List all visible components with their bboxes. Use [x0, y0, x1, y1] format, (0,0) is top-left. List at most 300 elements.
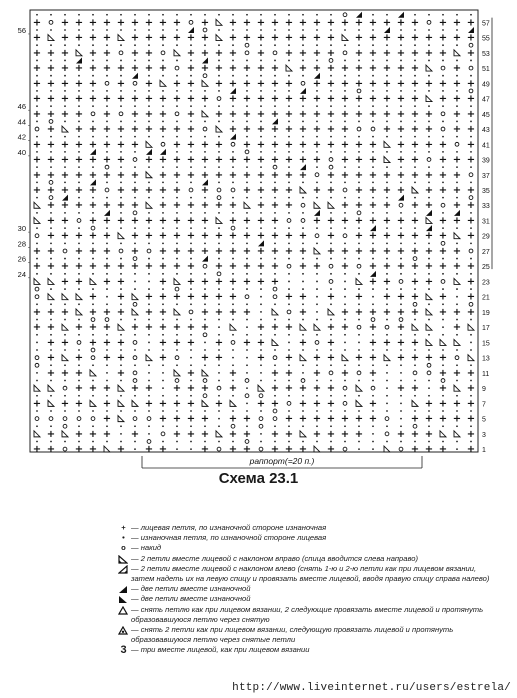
stitch-knit: +	[186, 337, 196, 349]
stitch-decrease	[76, 50, 82, 56]
stitch-purl	[344, 441, 346, 443]
stitch-knit: +	[144, 215, 154, 227]
stitch-purl	[218, 75, 220, 77]
stitch-purl	[134, 121, 136, 123]
stitch-knit: +	[242, 245, 252, 257]
stitch-knit: +	[200, 413, 210, 425]
stitch-purl	[414, 273, 416, 275]
stitch-purl	[288, 29, 290, 31]
stitch-purl	[162, 212, 164, 214]
stitch-purl	[232, 349, 234, 351]
stitch-knit: +	[60, 230, 70, 242]
stitch-purl	[162, 227, 164, 229]
row-number-right: 57	[482, 20, 490, 28]
stitch-knit: +	[270, 322, 280, 334]
stitch-purl	[260, 181, 262, 183]
stitch-yarnover	[105, 318, 109, 322]
stitch-purl	[218, 410, 220, 412]
stitch-purl	[232, 60, 234, 62]
stitch-purl	[204, 441, 206, 443]
stitch-yarnover	[91, 356, 95, 360]
stitch-purl	[260, 258, 262, 260]
stitch-knit: +	[242, 261, 252, 273]
stitch-purl	[428, 105, 430, 107]
stitch-purl	[64, 44, 66, 46]
stitch-purl	[78, 349, 80, 351]
stitch-knit: +	[46, 444, 56, 456]
stitch-purl	[372, 105, 374, 107]
stitch-knit: +	[340, 245, 350, 257]
stitch-purl	[106, 14, 108, 16]
stitch-purl	[316, 395, 318, 397]
stitch-knit: +	[256, 154, 266, 166]
stitch-purl	[106, 181, 108, 183]
stitch-knit: +	[242, 154, 252, 166]
stitch-knit: +	[186, 124, 196, 136]
stitch-purl	[442, 425, 444, 427]
stitch-purl	[190, 242, 192, 244]
stitch-knit: +	[130, 200, 140, 212]
triangle-left-icon	[118, 564, 129, 574]
stitch-purl	[414, 364, 416, 366]
stitch-purl	[78, 151, 80, 153]
stitch-knit: +	[396, 352, 406, 364]
stitch-purl	[344, 334, 346, 336]
stitch-purl	[400, 105, 402, 107]
stitch-purl	[36, 349, 38, 351]
stitch-knit: +	[438, 169, 448, 181]
stitch-knit: +	[60, 47, 70, 59]
stitch-decrease	[146, 172, 152, 178]
stitch-purl	[372, 380, 374, 382]
stitch-knit: +	[284, 383, 294, 395]
stitch-purl	[316, 227, 318, 229]
stitch-purl	[344, 364, 346, 366]
stitch-yarnover	[217, 447, 221, 451]
stitch-knit: +	[452, 367, 462, 379]
row-number-right: 43	[482, 127, 490, 135]
stitch-knit: +	[74, 139, 84, 151]
stitch-purl	[260, 166, 262, 168]
stitch-purl	[50, 334, 52, 336]
stitch-purl	[260, 296, 262, 298]
stitch-purl	[456, 75, 458, 77]
stitch-knit: +	[172, 428, 182, 440]
stitch-knit: +	[354, 17, 364, 29]
stitch-purl	[36, 29, 38, 31]
stitch-purl	[414, 166, 416, 168]
stitch-knit: +	[102, 108, 112, 120]
stitch-knit: +	[340, 78, 350, 90]
stitch-purl	[246, 227, 248, 229]
stitch-purl	[288, 410, 290, 412]
stitch-decrease	[90, 400, 96, 406]
stitch-purl	[330, 14, 332, 16]
stitch-purl	[176, 425, 178, 427]
stitch-purl	[260, 311, 262, 313]
stitch-purl	[190, 288, 192, 290]
stitch-knit: +	[410, 93, 420, 105]
stitch-knit: +	[46, 367, 56, 379]
stitch-purl	[316, 105, 318, 107]
stitch-purl	[218, 44, 220, 46]
stitch-knit: +	[228, 78, 238, 90]
stitch-knit: +	[438, 245, 448, 257]
stitch-decrease	[314, 446, 320, 452]
stitch-knit: +	[284, 139, 294, 151]
stitch-knit: +	[46, 78, 56, 90]
stitch-purl	[288, 121, 290, 123]
stitch-decrease	[62, 355, 68, 361]
stitch-knit: +	[284, 200, 294, 212]
stitch-purl	[288, 151, 290, 153]
stitch-purl	[50, 319, 52, 321]
stitch-knit: +	[270, 261, 280, 273]
stitch-purl	[330, 29, 332, 31]
stitch-knit: +	[116, 352, 126, 364]
stitch-purl	[470, 105, 472, 107]
stitch-purl	[64, 181, 66, 183]
stitch-knit: +	[60, 306, 70, 318]
stitch-knit: +	[74, 245, 84, 257]
stitch-purl	[148, 395, 150, 397]
stitch-knit: +	[60, 169, 70, 181]
plus-icon: +	[121, 523, 126, 532]
stitch-knit: +	[200, 93, 210, 105]
stitch-purl	[428, 319, 430, 321]
stitch-yarnover	[49, 196, 53, 200]
stitch-decrease	[342, 35, 348, 41]
stitch-knit: +	[144, 154, 154, 166]
stitch-purl	[218, 227, 220, 229]
stitch-knit: +	[284, 185, 294, 197]
stitch-yarnover	[385, 325, 389, 329]
stitch-purl	[246, 29, 248, 31]
stitch-purl	[274, 364, 276, 366]
stitch-decrease	[328, 202, 334, 208]
stitch-purl	[274, 380, 276, 382]
stitch-purl	[372, 151, 374, 153]
stitch-purl	[330, 441, 332, 443]
stitch-decrease	[300, 187, 306, 193]
stitch-purl	[400, 441, 402, 443]
stitch-knit: +	[438, 78, 448, 90]
legend-item	[118, 645, 498, 655]
stitch-purl	[176, 258, 178, 260]
stitch-yarnover	[441, 112, 445, 116]
stitch-knit: +	[438, 261, 448, 273]
stitch-purl	[414, 151, 416, 153]
stitch-knit: +	[438, 93, 448, 105]
stitch-knit: +	[298, 47, 308, 59]
stitch-knit: +	[116, 337, 126, 349]
stitch-knit: +	[270, 139, 280, 151]
stitch-decrease	[468, 355, 474, 361]
stitch-purl	[442, 395, 444, 397]
stitch-knit: +	[158, 185, 168, 197]
stitch-knit: +	[382, 245, 392, 257]
stitch-knit: +	[242, 276, 252, 288]
stitch-knit: +	[88, 185, 98, 197]
stitch-purl	[442, 441, 444, 443]
stitch-knit: +	[326, 291, 336, 303]
stitch-purl	[344, 121, 346, 123]
stitch-purl	[176, 334, 178, 336]
stitch-knit: +	[466, 383, 476, 395]
stitch-purl	[386, 242, 388, 244]
stitch-purl	[400, 44, 402, 46]
stitch-knit: +	[74, 108, 84, 120]
stitch-purl	[50, 425, 52, 427]
stitch-knit: +	[60, 398, 70, 410]
stitch-knit: +	[326, 428, 336, 440]
stitch-purl	[36, 380, 38, 382]
stitch-purl	[92, 105, 94, 107]
stitch-purl	[372, 395, 374, 397]
stitch-purl	[456, 334, 458, 336]
stitch-knit: +	[102, 245, 112, 257]
filled-triangle-left-icon	[118, 584, 129, 594]
stitch-decrease	[300, 355, 306, 361]
stitch-purl	[232, 181, 234, 183]
stitch-purl	[260, 349, 262, 351]
stitch-purl	[400, 395, 402, 397]
stitch-yarnover	[413, 424, 417, 428]
stitch-knit: +	[410, 200, 420, 212]
stitch-knit: +	[60, 78, 70, 90]
stitch-purl	[344, 151, 346, 153]
stitch-purl	[302, 349, 304, 351]
stitch-knit: +	[326, 32, 336, 44]
stitch-knit: +	[130, 124, 140, 136]
stitch-purl	[386, 425, 388, 427]
stitch-yarnover	[231, 188, 235, 192]
stitch-decrease	[342, 355, 348, 361]
stitch-purl	[358, 319, 360, 321]
stitch-purl	[162, 29, 164, 31]
stitch-knit: +	[74, 63, 84, 75]
stitch-purl	[232, 334, 234, 336]
stitch-knit: +	[368, 215, 378, 227]
stitch-knit: +	[116, 215, 126, 227]
stitch-knit: +	[116, 367, 126, 379]
stitch-decrease	[426, 339, 432, 345]
stitch-knit: +	[354, 230, 364, 242]
stitch-purl	[120, 380, 122, 382]
stitch-knit: +	[242, 306, 252, 318]
stitch-purl	[400, 372, 402, 374]
stitch-knit: +	[186, 291, 196, 303]
stitch-purl	[134, 90, 136, 92]
stitch-knit: +	[32, 63, 42, 75]
stitch-purl	[344, 105, 346, 107]
stitch-yarnover	[63, 417, 67, 421]
stitch-purl	[428, 151, 430, 153]
stitch-knit: +	[158, 398, 168, 410]
stitch-knit: +	[284, 367, 294, 379]
row-number-right: 29	[482, 233, 490, 241]
stitch-purl	[78, 242, 80, 244]
stitch-purl	[176, 410, 178, 412]
stitch-knit: +	[116, 124, 126, 136]
stitch-knit: +	[312, 261, 322, 273]
stitch-knit: +	[438, 291, 448, 303]
stitch-purl	[428, 29, 430, 31]
stitch-purl	[162, 258, 164, 260]
stitch-yarnover	[245, 295, 249, 299]
stitch-knit: +	[382, 78, 392, 90]
stitch-yarnover	[231, 226, 235, 230]
stitch-yarnover	[91, 318, 95, 322]
stitch-purl	[92, 441, 94, 443]
stitch-decrease	[104, 446, 110, 452]
stitch-purl	[442, 29, 444, 31]
stitch-yarnover	[427, 371, 431, 375]
stitch-knit: +	[452, 200, 462, 212]
stitch-yarnover	[273, 295, 277, 299]
stitch-decrease	[34, 278, 40, 284]
stitch-purl	[414, 14, 416, 16]
stitch-knit: +	[466, 108, 476, 120]
stitch-knit: +	[46, 47, 56, 59]
stitch-purl	[232, 273, 234, 275]
legend-item	[118, 533, 498, 543]
stitch-purl	[190, 212, 192, 214]
stitch-purl	[190, 441, 192, 443]
stitch-knit: +	[228, 428, 238, 440]
stitch-purl	[232, 258, 234, 260]
stitch-knit: +	[368, 245, 378, 257]
stitch-knit: +	[172, 245, 182, 257]
row-number-right: 37	[482, 172, 490, 180]
stitch-knit: +	[88, 337, 98, 349]
stitch-decrease	[76, 294, 82, 300]
stitch-knit: +	[396, 245, 406, 257]
stitch-purl	[442, 75, 444, 77]
stitch-decrease	[468, 324, 474, 330]
legend-text: — лицевая петля, по изнаночной стороне изнаночная	[131, 523, 327, 532]
stitch-purl	[456, 151, 458, 153]
stitch-knit: +	[340, 17, 350, 29]
stitch-purl	[232, 357, 234, 359]
stitch-knit: +	[60, 261, 70, 273]
stitch-purl	[442, 14, 444, 16]
stitch-purl	[316, 273, 318, 275]
stitch-knit: +	[172, 78, 182, 90]
stitch-knit: +	[256, 215, 266, 227]
stitch-purl	[358, 44, 360, 46]
stitch-purl	[330, 242, 332, 244]
stitch-purl	[316, 90, 318, 92]
stitch-purl	[428, 44, 430, 46]
stitch-knit: +	[466, 367, 476, 379]
stitch-yarnover	[203, 379, 207, 383]
stitch-knit: +	[382, 108, 392, 120]
stitch-knit: +	[438, 185, 448, 197]
stitch-yarnover	[203, 264, 207, 268]
stitch-yarnover	[259, 447, 263, 451]
stitch-purl	[330, 273, 332, 275]
stitch-purl	[428, 75, 430, 77]
stitch-purl	[134, 395, 136, 397]
stitch-purl	[316, 364, 318, 366]
stitch-decrease	[426, 294, 432, 300]
stitch-knit: +	[186, 108, 196, 120]
stitch-purl	[190, 151, 192, 153]
stitch-purl	[148, 44, 150, 46]
stitch-knit: +	[46, 124, 56, 136]
stitch-knit: +	[74, 230, 84, 242]
stitch-knit: +	[354, 32, 364, 44]
stitch-knit: +	[382, 215, 392, 227]
stitch-knit: +	[452, 261, 462, 273]
stitch-knit: +	[298, 261, 308, 273]
stitch-purl	[162, 136, 164, 138]
stitch-purl	[106, 273, 108, 275]
stitch-purl	[148, 14, 150, 16]
stitch-purl	[470, 410, 472, 412]
stitch-knit: +	[88, 215, 98, 227]
stitch-purl	[316, 303, 318, 305]
stitch-purl	[78, 227, 80, 229]
stitch-purl	[78, 105, 80, 107]
stitch-purl	[232, 242, 234, 244]
stitch-purl	[204, 197, 206, 199]
stitch-purl	[162, 181, 164, 183]
stitch-purl	[176, 151, 178, 153]
stitch-purl	[386, 105, 388, 107]
stitch-purl	[218, 258, 220, 260]
stitch-knit: +	[102, 383, 112, 395]
row-number-right: 15	[482, 340, 490, 348]
stitch-yarnover	[287, 219, 291, 223]
stitch-knit: +	[116, 276, 126, 288]
stitch-knit: +	[46, 93, 56, 105]
stitch-knit: +	[466, 291, 476, 303]
stitch-purl	[36, 181, 38, 183]
stitch-knit: +	[242, 78, 252, 90]
stitch-knit: +	[368, 47, 378, 59]
stitch-knit: +	[88, 154, 98, 166]
stitch-purl	[288, 14, 290, 16]
stitch-purl	[78, 258, 80, 260]
stitch-purl	[302, 303, 304, 305]
stitch-purl	[246, 75, 248, 77]
stitch-purl	[36, 166, 38, 168]
stitch-purl	[260, 105, 262, 107]
stitch-knit: +	[438, 230, 448, 242]
stitch-purl	[330, 288, 332, 290]
stitch-knit: +	[270, 428, 280, 440]
stitch-knit: +	[102, 276, 112, 288]
stitch-purl	[50, 151, 52, 153]
stitch-yarnover	[161, 142, 165, 146]
stitch-purl	[134, 29, 136, 31]
stitch-knit: +	[354, 78, 364, 90]
stitch-purl	[260, 29, 262, 31]
stitch-knit: +	[228, 261, 238, 273]
stitch-purl	[344, 181, 346, 183]
stitch-knit: +	[130, 169, 140, 181]
stitch-purl	[260, 334, 262, 336]
stitch-purl	[176, 181, 178, 183]
stitch-purl	[120, 136, 122, 138]
stitch-knit: +	[60, 367, 70, 379]
stitch-knit: +	[172, 154, 182, 166]
stitch-purl	[218, 395, 220, 397]
stitch-purl	[36, 334, 38, 336]
stitch-knit: +	[60, 337, 70, 349]
